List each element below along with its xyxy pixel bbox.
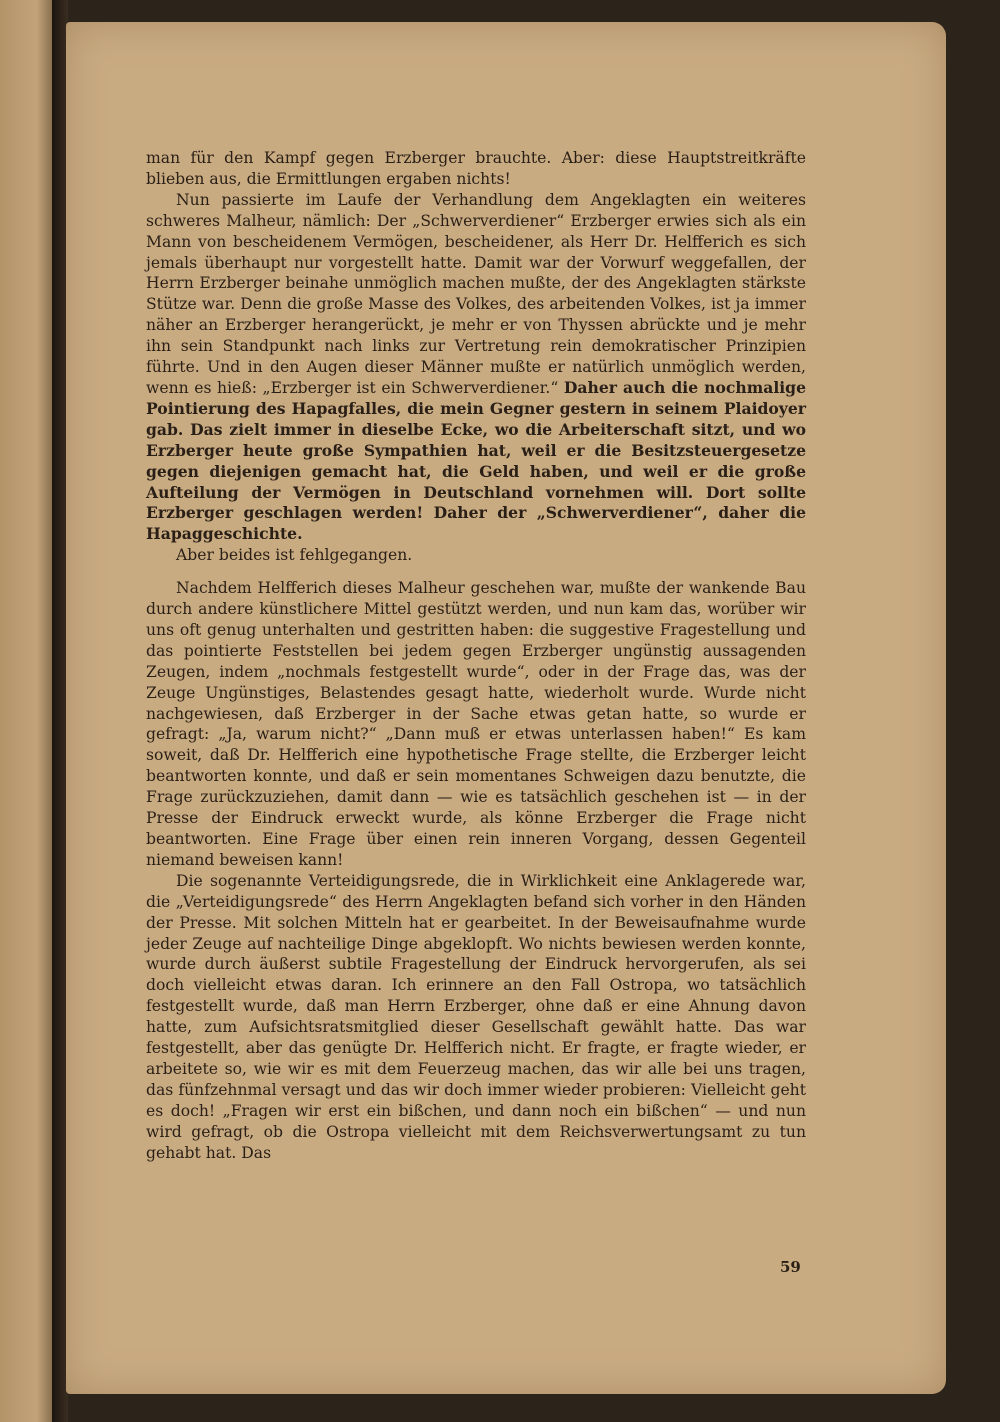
paragraph-2	[146, 190, 806, 545]
paragraph-1-text-b: Aber: diese Hauptstreitkräfte blieben aus, die Ermittlungen ergaben nichts!	[146, 149, 806, 188]
paragraph-2-text: Nun passierte im Laufe der Verhandlung dem Angeklagten ein weiteres schweres Malheur, nämlich: Der „Schwerverdiener“ Erzberger erwies sich als ein Mann von bescheidenem Vermögen, bescheidener, als Herr Dr. Helfferich es sich jemals überhaupt nur vorgestellt hatte. Damit war der Vorwurf weggefallen, der Herrn Erzberger beinahe unmöglich machen mußte, der des Angeklagten stärkste Stütze war. Denn die große Masse des Volkes, des arbeitenden Volkes, ist ja immer näher an Erzberger herangerückt, je mehr er von Thyssen abrückte und je mehr ihn sein Standpunkt nach links zur Vertretung rein demokratischer Prinzipien führte. Und in den Augen dieser Männer mußte er natürlich unmöglich werden, wenn es hieß: „Erzberger ist ein Schwerverdiener.“	[146, 190, 806, 397]
paragraph-4	[146, 578, 806, 871]
paragraph-5-text: Die sogenannte Verteidigungsrede, die in Wirklichkeit eine Anklagerede war, die „Verteidigungsrede“ des Herrn Angeklagten befand sich vorher in den Händen der Presse. Mit solchen Mitteln hat er gearbeitet. In der Beweisaufnahme wurde jeder Zeuge auf nachteilige Dinge abgeklopft. Wo nichts bewiesen werden konnte, wurde durch äußerst subtile Fragestellung der Eindruck hervorgerufen, als sei doch vielleicht etwas daran. Ich erinnere an den Fall Ostropa, wo tatsächlich festgestellt wurde, daß man Herrn Erzberger, ohne daß er eine Ahnung davon hatte, zum Aufsichtsratsmitglied dieser Gesellschaft gewählt hatte. Das war festgestellt, aber das genügte Dr. Helfferich nicht. Er fragte, er fragte wieder, er arbeitete so, wie wir es mit dem Feuerzeug machen, das wir alle bei uns tragen, das fünfzehnmal versagt und das wir doch immer wieder probieren: Vielleicht geht es doch! „Fragen wir erst ein bißchen, und dann noch ein bißchen“ — und nun wird gefragt, ob die Ostropa vielleicht mit dem Reichsverwertungsamt zu tun gehabt hat. Das	[146, 871, 806, 1162]
paragraph-4-text: Nachdem Helfferich dieses Malheur geschehen war, mußte der wankende Bau durch andere künstlichere Mittel gestützt werden, und nun kam das, worüber wir uns oft genug unterhalten und gestritten haben: die suggestive Fragestellung und das pointierte Feststellen bei jedem gegen Erzberger ungünstig aussagenden Zeugen, indem „nochmals festgestellt wurde“, oder in der Frage das, was der Zeuge Ungünstiges, Belastendes gesagt hatte, wiederholt wurde. Wurde nicht nachgewiesen, daß Erzberger in der Sache etwas getan hatte, so wurde er gefragt: „Ja, warum nicht?“ „Dann muß er etwas unterlassen haben!“ Es kam soweit, daß Dr. Helfferich eine hypothetische Frage stellte, die Erzberger leicht beantworten konnte, und daß er sein momentanes Schweigen dazu benutzte, die Frage zurückzuziehen, damit dann — wie es tatsächlich geschehen ist — in der Presse der Eindruck erweckt wurde, als könne Erzberger die Frage nicht beantworten. Eine Frage über einen rein inneren Vorgang, dessen Gegenteil niemand beweisen kann!	[146, 579, 806, 869]
page-body-text	[146, 148, 806, 1164]
paragraph-1-text-a: man für den Kampf gegen Erzberger brauchte.	[146, 149, 562, 167]
paragraph-1	[146, 148, 806, 190]
paragraph-5	[146, 871, 806, 1164]
paragraph-3-text: Aber beides ist fehlgegangen.	[176, 546, 413, 565]
book-page	[66, 22, 946, 1394]
paragraph-2-emphasis: Daher auch die nochmalige Pointierung des Hapagfalles, die mein Gegner gestern in seinem Plaidoyer gab. Das zielt immer in dieselbe Ecke, wo die Arbeiterschaft sitzt, und wo Erzberger heute große Sympathien hat, weil er die Besitzsteuergesetze gegen diejenigen gemacht hat, die Geld haben, und weil er die große Aufteilung der Vermögen in Deutschland vornehmen will. Dort sollte Erzberger geschlagen werden! Daher der „Schwerverdiener“, daher die Hapaggeschichte.	[146, 377, 806, 544]
page-number: 59	[780, 1258, 801, 1276]
paragraph-3	[146, 545, 806, 566]
previous-page-edge	[0, 0, 54, 1422]
